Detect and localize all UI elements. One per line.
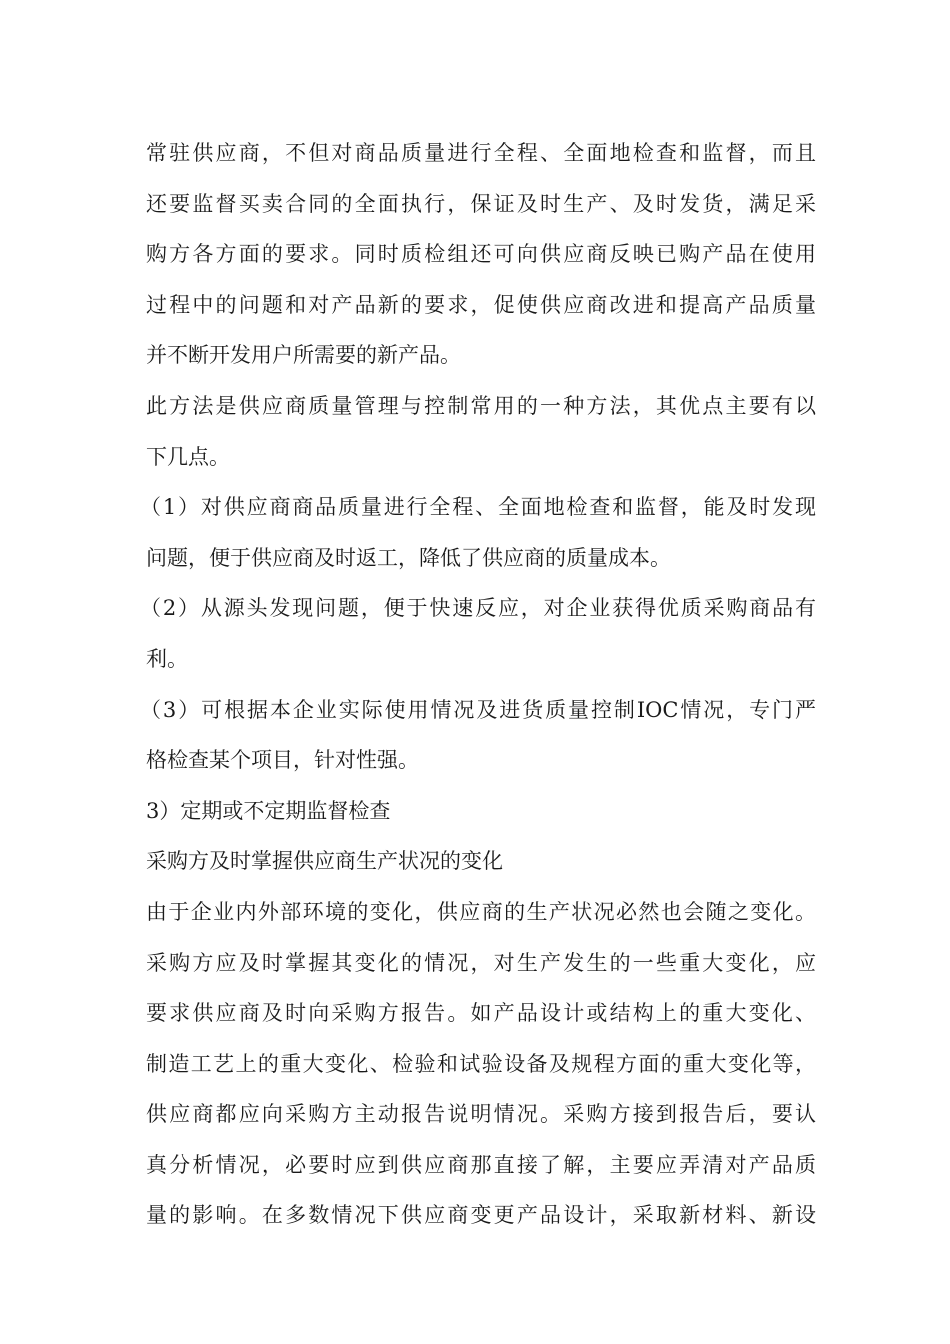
body-text	[140, 128, 816, 1241]
text-line: 量的影响。在多数情况下供应商变更产品设计，采取新材料、新设	[146, 1203, 816, 1228]
text-line: 此方法是供应商质量管理与控制常用的一种方法，其优点主要有以	[146, 393, 816, 418]
text-line: 并不断开发用户所需要的新产品。	[146, 343, 461, 368]
text-line: 购方各方面的要求。同时质检组还可向供应商反映已购产品在使用	[146, 242, 816, 267]
text-line: 常驻供应商，不但对商品质量进行全程、全面地检查和监督，而且	[146, 141, 816, 165]
text-line: 供应商都应向采购方主动报告说明情况。采购方接到报告后，要认	[146, 1102, 816, 1127]
text-line: 利。	[146, 646, 188, 671]
text-line: 要求供应商及时向采购方报告。如产品设计或结构上的重大变化、	[146, 1001, 816, 1026]
text-line: 由于企业内外部环境的变化，供应商的生产状况必然也会随之变化。	[146, 899, 816, 924]
subheading: 采购方及时掌握供应商生产状况的变化	[146, 849, 503, 874]
list-item-line: （2）从源头发现问题，便于快速反应，对企业获得优质采购商品有	[140, 596, 816, 621]
text-line: 采购方应及时掌握其变化的情况，对生产发生的一些重大变化，应	[146, 950, 816, 975]
text-line: 格检查某个项目，针对性强。	[146, 748, 419, 773]
text-line: 还要监督买卖合同的全面执行，保证及时生产、及时发货，满足采	[146, 191, 816, 216]
list-item-line: （1）对供应商商品质量进行全程、全面地检查和监督，能及时发现	[140, 495, 816, 520]
list-item-line: （3）可根据本企业实际使用情况及进货质量控制IOC情况，专门严	[140, 697, 816, 722]
text-line: 问题，便于供应商及时返工，降低了供应商的质量成本。	[146, 545, 671, 570]
text-line: 真分析情况，必要时应到供应商那直接了解，主要应弄清对产品质	[146, 1152, 816, 1177]
text-line: 下几点。	[146, 444, 230, 469]
text-line: 制造工艺上的重大变化、检验和试验设备及规程方面的重大变化等，	[146, 1051, 816, 1076]
text-line: 过程中的问题和对产品新的要求，促使供应商改进和提高产品质量	[146, 292, 816, 317]
section-heading: 3）定期或不定期监督检查	[146, 798, 391, 823]
